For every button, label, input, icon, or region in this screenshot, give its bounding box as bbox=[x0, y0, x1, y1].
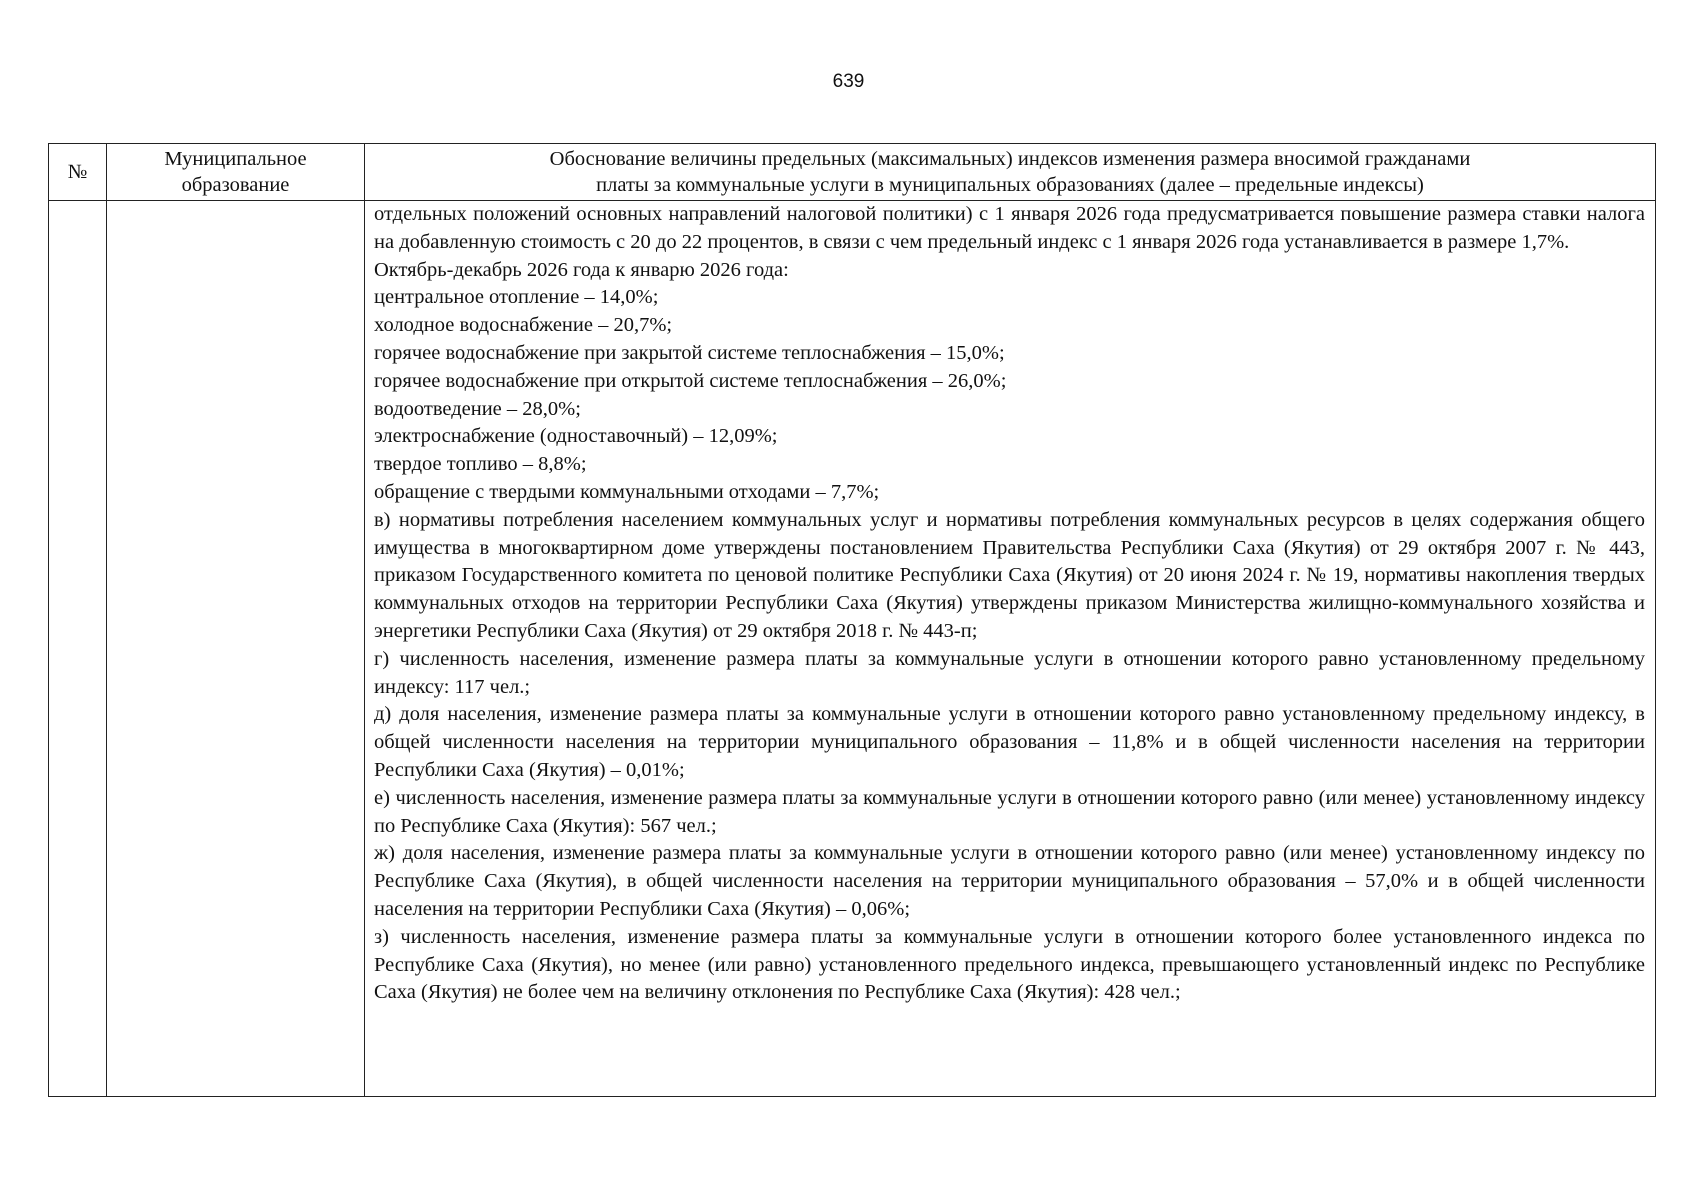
list-item-heating: центральное отопление – 14,0%; bbox=[374, 286, 659, 309]
paragraph-vat-increase: отдельных положений основных направлений налоговой политики) с 1 января 2026 года предусматривается повышение размера ставки налога на добавленную стоимость с 20 до 22 процентов, в связи с чем предельный индекс с 1 января 2026 года устанавливается в размере 1,7%. bbox=[374, 203, 1645, 253]
header-municipality-line-1: Муниципальное bbox=[164, 148, 307, 170]
list-item-electricity: электроснабжение (одноставочный) – 12,09%; bbox=[374, 425, 778, 448]
paragraph-z-population: з) численность населения, изменение размера платы за коммунальные услуги в отношении которого более установленного индекса по Республике Саха (Якутия), но менее (или равно) установленного предельного индекса, превышающего установленный индекс по Республике Саха (Якутия) не более чем на величину отклонения по Республике Саха (Якутия): 428 чел.; bbox=[374, 925, 1645, 1004]
paragraph-g-population: г) численность населения, изменение размера платы за коммунальные услуги в отношении которого равно установленному предельному индексу: 117 чел.; bbox=[374, 647, 1645, 698]
paragraph-period-heading: Октябрь-декабрь 2026 года к январю 2026 года: bbox=[374, 258, 789, 281]
list-item-solid-fuel: твердое топливо – 8,8%; bbox=[374, 453, 587, 476]
paragraph-d-share: д) доля населения, изменение размера платы за коммунальные услуги в отношении которого равно установленному предельному индексу, в общей численности населения на территории муниципального образования – 11,8% и в общей численности населения на территории Республики Саха (Якутия) – 0,01%; bbox=[374, 703, 1645, 781]
header-municipality-line-2: образование bbox=[181, 174, 290, 196]
cell-rationale bbox=[365, 201, 1656, 1097]
table-row bbox=[49, 201, 1656, 1097]
list-item-cold-water: холодное водоснабжение – 20,7%; bbox=[374, 314, 673, 337]
tariff-index-table bbox=[48, 143, 1656, 1097]
paragraph-v-norms: в) нормативы потребления населением коммунальных услуг и нормативы потребления коммунальных ресурсов в целях содержания общего имущества в многоквартирном доме утверждены постановлением Правительства Республики Саха (Якутия) от 29 октября 2007 г. № 443, приказом Государственного комитета по ценовой политике Республики Саха (Якутия) от 20 июня 2024 г. № 19, нормативы накопления твердых коммунальных отходов на территории Республики Саха (Якутия) утверждены приказом Министерства жилищно-коммунального хозяйства и энергетики Республики Саха (Якутия) от 29 октября 2018 г. № 443-п; bbox=[374, 508, 1645, 642]
cell-number bbox=[49, 201, 107, 1097]
header-rationale-line-2: платы за коммунальные услуги в муниципальных образованиях (далее – предельные индексы) bbox=[596, 174, 1424, 196]
header-rationale-line-1: Обоснование величины предельных (максимальных) индексов изменения размера вносимой гражданами bbox=[549, 148, 1471, 170]
rationale-text bbox=[365, 201, 1655, 1007]
paragraph-e-population: е) численность населения, изменение размера платы за коммунальные услуги в отношении которого равно (или менее) установленному индексу по Республике Саха (Якутия): 567 чел.; bbox=[374, 786, 1645, 837]
header-number: № bbox=[49, 144, 107, 201]
page-number: 639 bbox=[832, 71, 865, 92]
paragraph-zh-share: ж) доля населения, изменение размера платы за коммунальные услуги в отношении которого равно (или менее) установленному индексу по Республике Саха (Якутия), в общей численности населения на территории муниципального образования – 57,0% и в общей численности населения на территории Республики Саха (Якутия) – 0,06%; bbox=[374, 842, 1645, 920]
header-rationale bbox=[365, 144, 1656, 201]
list-item-hot-water-open: горячее водоснабжение при открытой системе теплоснабжения – 26,0%; bbox=[374, 369, 1007, 392]
header-municipality bbox=[107, 144, 365, 201]
cell-municipality bbox=[107, 201, 365, 1097]
list-item-sewerage: водоотведение – 28,0%; bbox=[374, 397, 581, 420]
list-item-hot-water-closed: горячее водоснабжение при закрытой системе теплоснабжения – 15,0%; bbox=[374, 341, 1005, 364]
table-header-row bbox=[49, 144, 1656, 201]
list-item-waste: обращение с твердыми коммунальными отходами – 7,7%; bbox=[374, 480, 880, 503]
